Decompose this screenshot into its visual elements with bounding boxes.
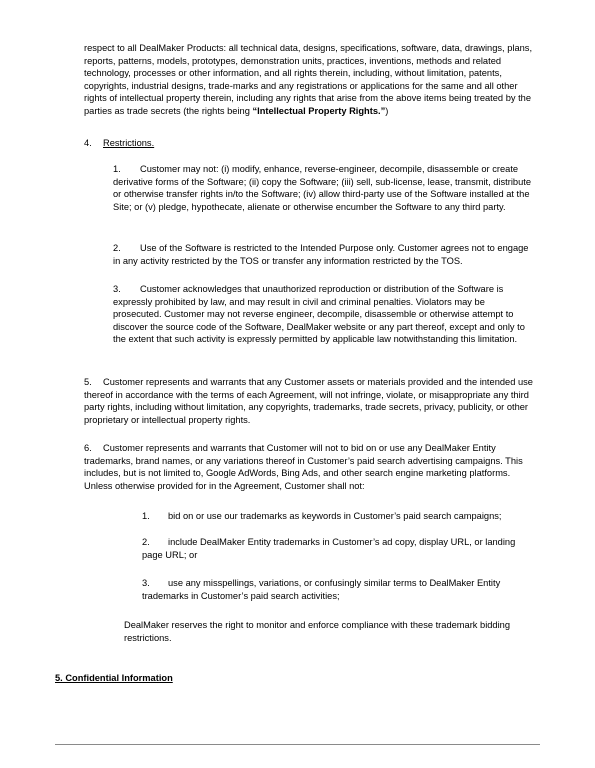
- restriction-2-text: Use of the Software is restricted to the Intended Purpose only. Customer agrees not to engage in any activity restricted by the TOS or transfer any information restricted by the TOS.: [113, 243, 529, 266]
- reserve-paragraph: [124, 619, 536, 644]
- section-5-heading: [55, 672, 355, 685]
- footer-divider: [55, 744, 540, 745]
- sub-item-2-text: include DealMaker Entity trademarks in Customer’s ad copy, display URL, or landing page URL; or: [142, 537, 516, 560]
- section-4-heading: [84, 137, 284, 150]
- paragraph-5-number: 5.: [84, 377, 92, 387]
- sub-item-3: [142, 577, 536, 602]
- reserve-text: DealMaker reserves the right to monitor and enforce compliance with these trademark bidding restrictions.: [124, 620, 511, 643]
- restriction-1-text: Customer may not: (i) modify, enhance, reverse-engineer, decompile, disassemble or create derivative forms of the Software; (ii) copy the Software; (iii) sell, sub-license, lease, transmit, distribute or otherwise transfer rights in/to the Software; (iv) allow third-party use of the Software installed at the Site; or (v) pledge, hypothecate, alienate or otherwise encumber the Software to any third party.: [113, 164, 532, 212]
- section-5-title: 5. Confidential Information: [55, 673, 173, 683]
- intro-closing: ): [385, 105, 389, 116]
- sub-item-1-number: 1.: [142, 511, 150, 521]
- restriction-3-text: Customer acknowledges that unauthorized reproduction or distribution of the Software is expressly prohibited by law, and may result in civil and criminal penalties. Violators may be prosecuted. Customer may not reverse engineer, decompile, disassemble or otherwise attempt to discover the source code of the Software, DealMaker website or any part thereof, except and only to the extent that such activity is expressly permitted by applicable law notwithstanding this limitation.: [113, 284, 525, 345]
- sub-item-2-number: 2.: [142, 537, 150, 547]
- restriction-2: [113, 242, 536, 267]
- sub-item-1-text: bid on or use our trademarks as keywords in Customer’s paid search campaigns;: [168, 511, 502, 521]
- intro-text: respect to all DealMaker Products: all technical data, designs, specifications, software, data, drawings, plans, reports, patterns, models, prototypes, demonstration units, practices, inventions, methods and related technology, processes or other information, and all rights therein, including, without limitation, patents, copyrights, industrial designs, trade-marks and any registrations or applications for the same and all other rights of intellectual property therein, including any rights that arise from the above items being treated by the parties as trade secrets (the rights being: [84, 43, 533, 116]
- restriction-1: [113, 163, 536, 213]
- sub-item-3-text: use any misspellings, variations, or confusingly similar terms to DealMaker Entity trademarks in Customer’s paid search activities;: [142, 578, 501, 601]
- restriction-2-number: 2.: [113, 243, 121, 253]
- paragraph-6-text: Customer represents and warrants that Customer will not to bid on or use any DealMaker Entity trademarks, brand names, or any variations thereof in Customer’s paid search advertising campaigns. This includes, but is not limited to, Google AdWords, Bing Ads, and other search engine marketing platforms. Unless otherwise provided for in the Agreement, Customer shall not:: [84, 443, 523, 491]
- section-4-number: 4.: [84, 138, 92, 148]
- defined-term-intellectual-property-rights: “Intellectual Property Rights.”: [252, 105, 386, 116]
- sub-item-1: [142, 510, 536, 523]
- paragraph-6-number: 6.: [84, 443, 92, 453]
- paragraph-6: [84, 442, 536, 492]
- restriction-3-number: 3.: [113, 284, 121, 294]
- sub-item-3-number: 3.: [142, 578, 150, 588]
- section-4-title: Restrictions.: [103, 138, 155, 148]
- paragraph-5: [84, 376, 536, 426]
- sub-item-2: [142, 536, 536, 561]
- intro-paragraph: [84, 42, 536, 118]
- paragraph-5-text: Customer represents and warrants that any Customer assets or materials provided and the intended use thereof in accordance with the terms of each Agreement, will not infringe, violate, or misappropriate any third party rights, including without limitation, any copyrights, trademarks, trade secrets, privacy, publicity, or other proprietary or intellectual property rights.: [84, 377, 533, 425]
- restriction-1-number: 1.: [113, 164, 121, 174]
- restriction-3: [113, 283, 536, 346]
